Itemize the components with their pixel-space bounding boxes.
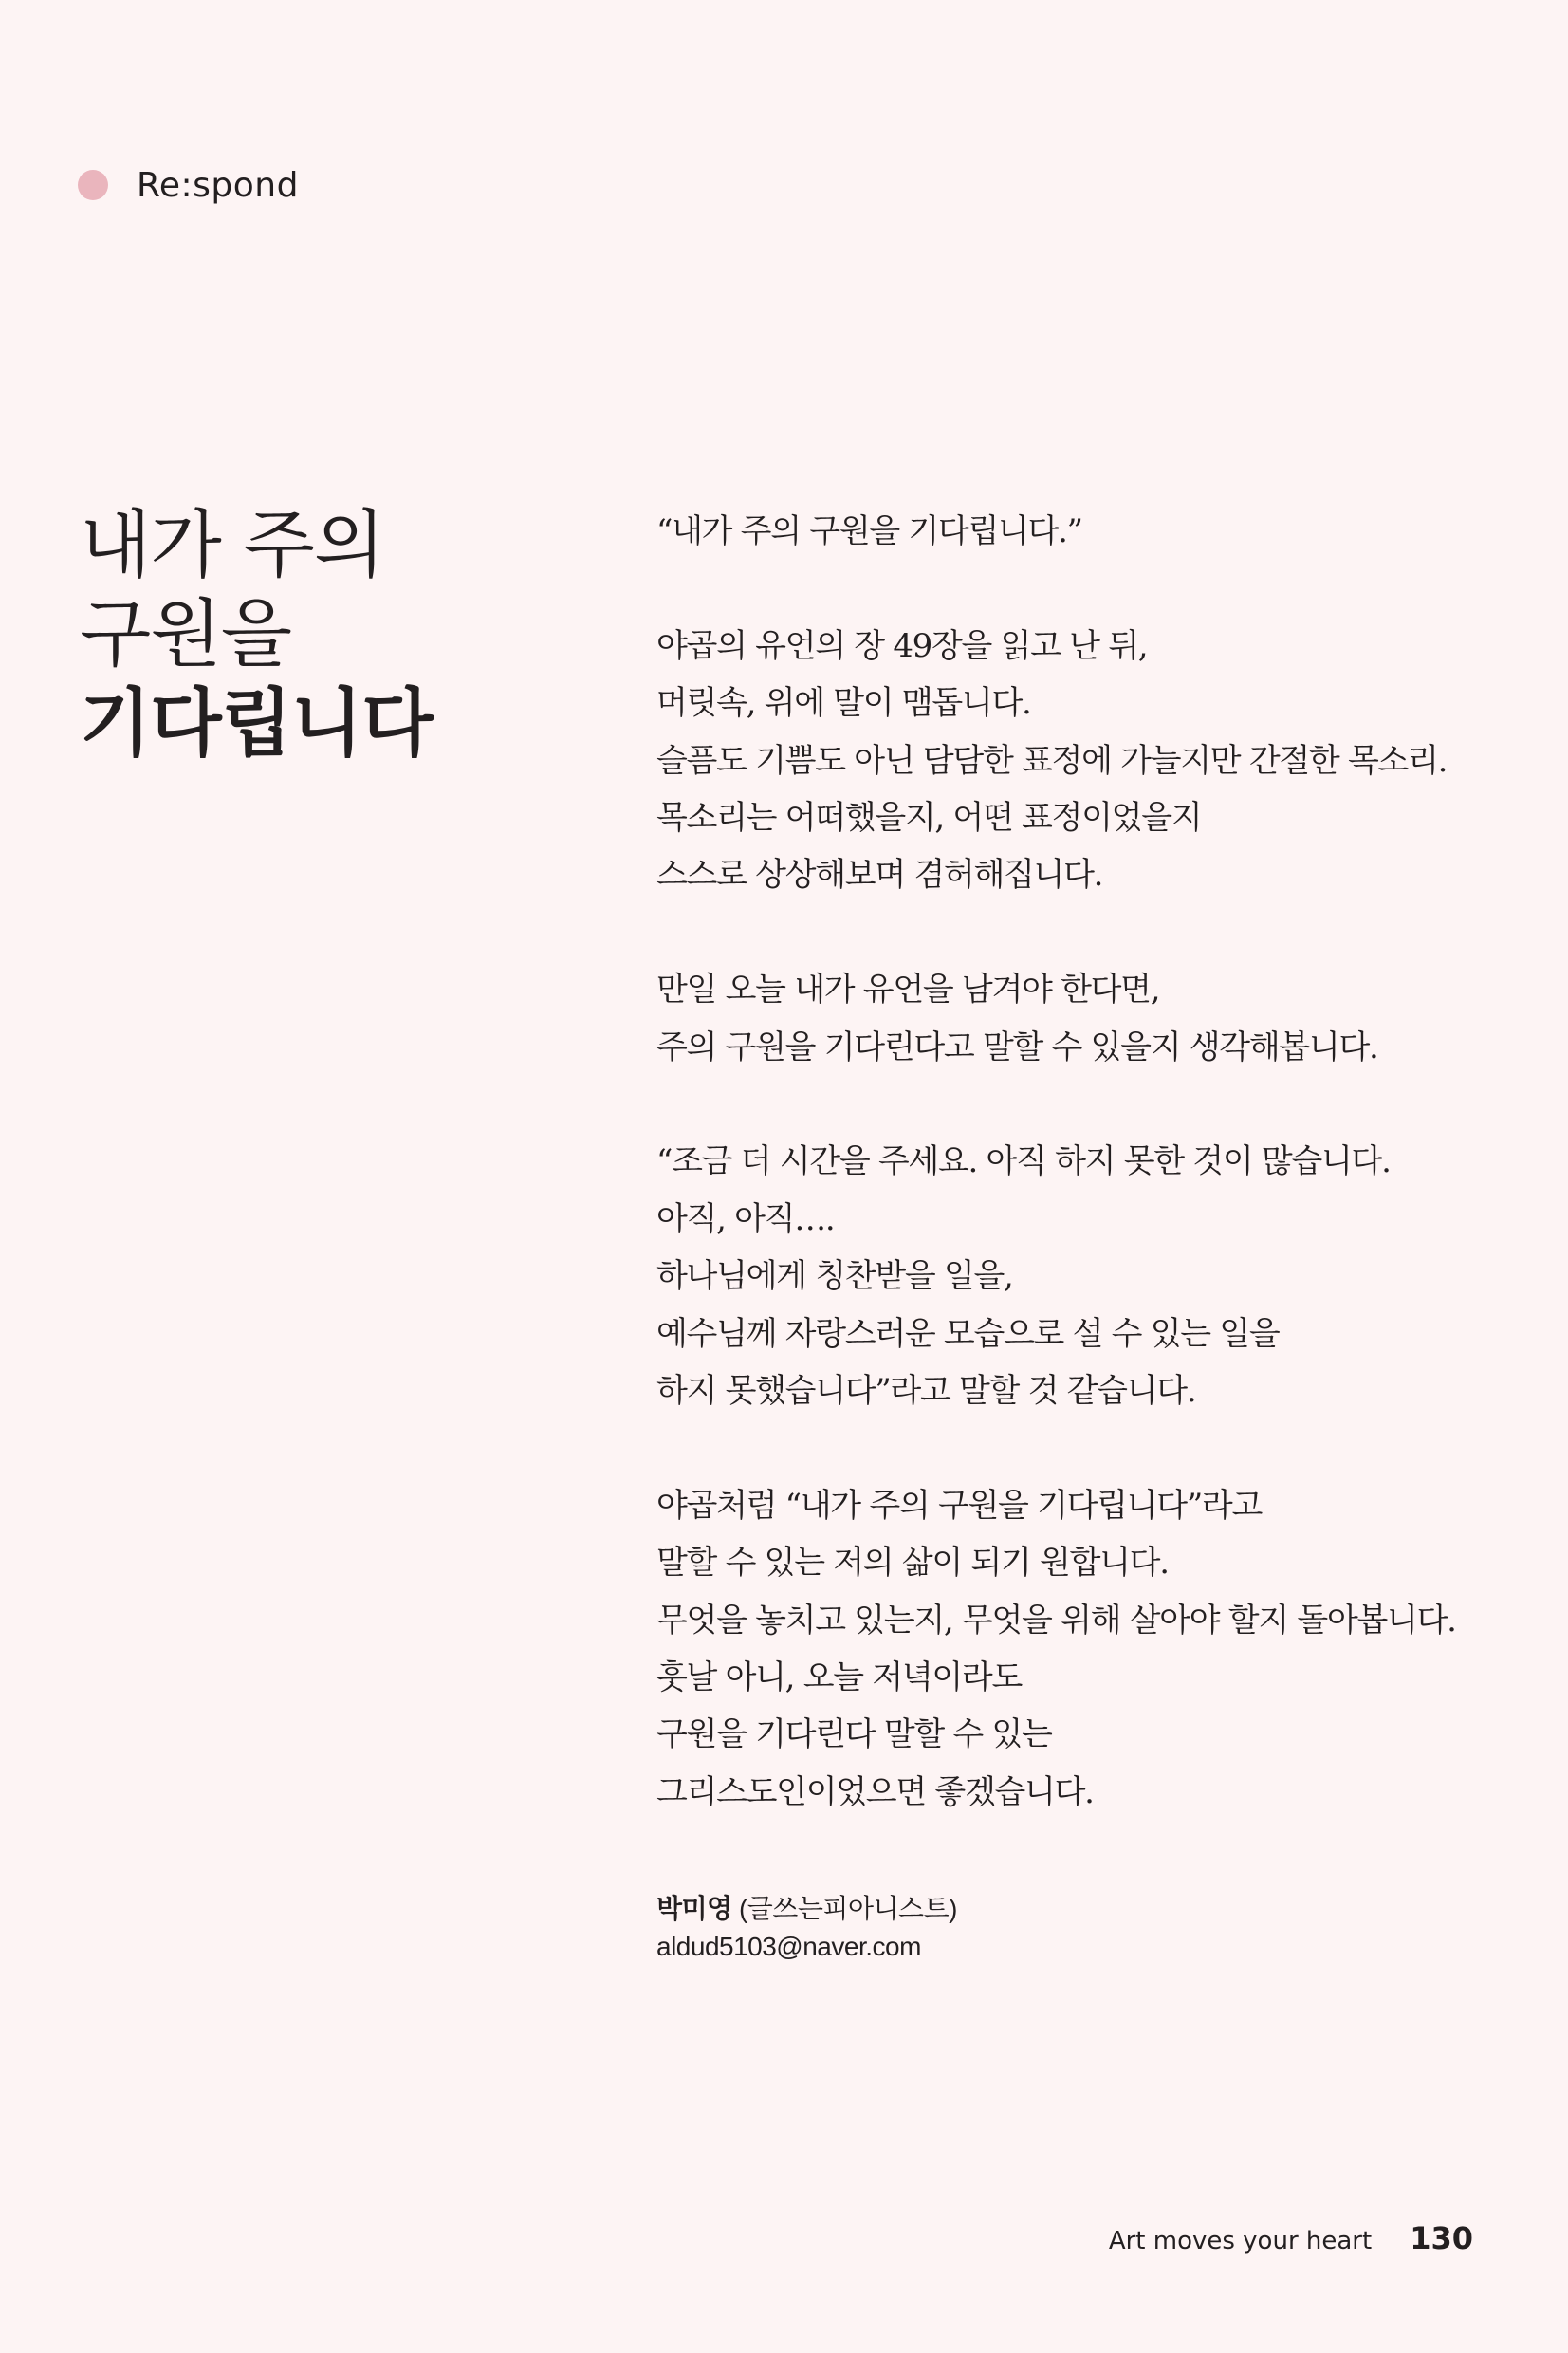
body-line: 예수님께 자랑스러운 모습으로 설 수 있는 일을 — [656, 1314, 1280, 1353]
body-line: 주의 구원을 기다린다고 말할 수 있을지 생각해봅니다. — [656, 1028, 1378, 1066]
body-paragraph — [656, 1477, 1510, 1821]
title-line: 구원을 — [80, 592, 292, 677]
page-footer — [1109, 2220, 1473, 2256]
body-line: 하지 못했습니다”라고 말할 것 같습니다. — [656, 1372, 1196, 1411]
body-line: 구원을 기다린다 말할 수 있는 — [656, 1715, 1052, 1754]
author-role: (글쓰는피아니스트) — [738, 1894, 957, 1923]
body-line: 야곱의 유언의 장 49장을 읽고 난 뒤, — [656, 626, 1148, 665]
title-line: 내가 주의 — [80, 503, 385, 588]
body-paragraph — [656, 618, 1510, 904]
body-line: 무엇을 놓치고 있는지, 무엇을 위해 살아야 할지 돌아봅니다. — [656, 1601, 1456, 1640]
author-info — [656, 1890, 957, 1928]
body-line: 야곱처럼 “내가 주의 구원을 기다립니다”라고 — [656, 1486, 1262, 1525]
section-label: Re:spond — [137, 165, 299, 205]
body-paragraph — [656, 961, 1510, 1076]
body-line: 그리스도인이었으면 좋겠습니다. — [656, 1772, 1094, 1811]
body-line: 하나님에게 칭찬받을 일을, — [656, 1257, 1013, 1296]
footer-tagline: Art moves your heart — [1108, 2227, 1373, 2255]
body-line: “내가 주의 구원을 기다립니다.” — [656, 512, 1082, 550]
author-email[interactable]: aldud5103@naver.com — [656, 1932, 921, 1961]
author-name: 박미영 — [656, 1894, 732, 1923]
article-body — [656, 503, 1510, 1821]
body-paragraph — [656, 1133, 1510, 1419]
title-line: 기다립니다 — [80, 680, 433, 767]
body-line: 말할 수 있는 저의 삶이 되기 원합니다. — [656, 1544, 1169, 1583]
body-line: 슬픔도 기쁨도 아닌 담담한 표정에 가늘지만 간절한 목소리. — [656, 741, 1448, 780]
body-line: 만일 오늘 내가 유언을 남겨야 한다면, — [656, 971, 1160, 1010]
body-paragraph — [656, 503, 1510, 560]
body-line: 머릿속, 위에 말이 맴돕니다. — [656, 684, 1031, 723]
article-title — [80, 501, 611, 769]
body-line: 훗날 아니, 오늘 저녁이라도 — [656, 1658, 1023, 1697]
section-tag — [78, 165, 299, 205]
author-byline — [656, 1890, 957, 1966]
page-number: 130 — [1410, 2220, 1473, 2256]
body-line: 스스로 상상해보며 겸허해집니다. — [656, 856, 1103, 895]
body-line: “조금 더 시간을 주세요. 아직 하지 못한 것이 많습니다. — [656, 1142, 1391, 1181]
body-line: 아직, 아직…. — [656, 1199, 835, 1238]
body-line: 목소리는 어떠했을지, 어떤 표정이었을지 — [656, 799, 1202, 838]
section-dot-icon — [78, 170, 108, 200]
